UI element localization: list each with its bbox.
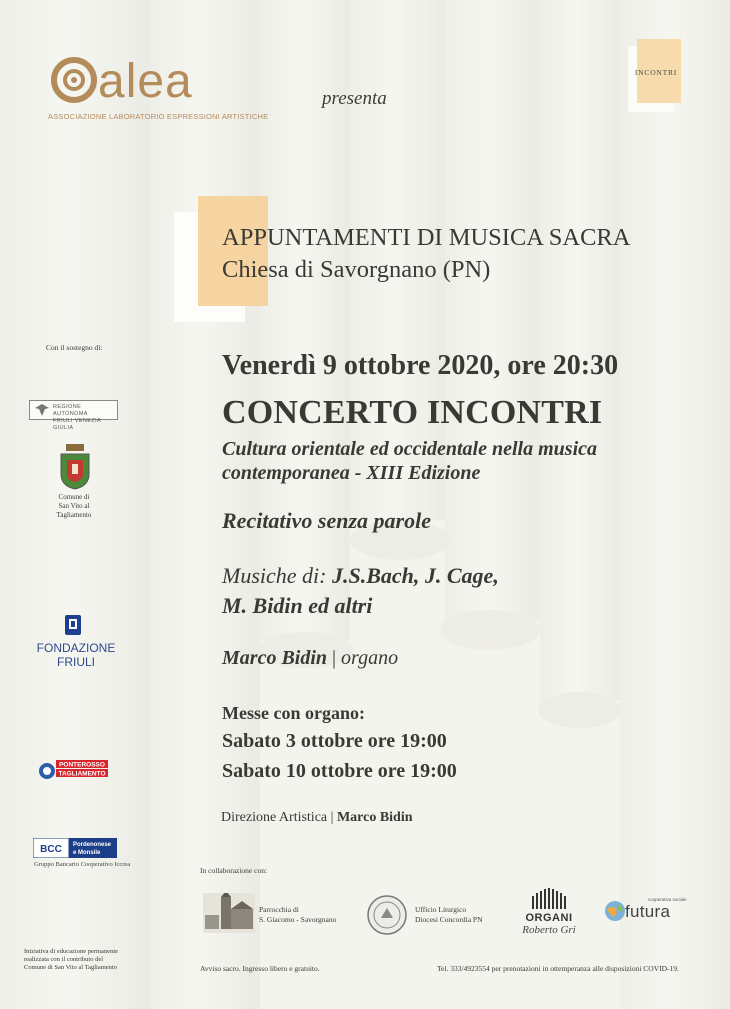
church-image [203, 893, 255, 933]
event-subtitle-line1: Cultura orientale ed occidentale nella musica [222, 438, 597, 460]
performer-role: organo [341, 647, 399, 669]
artistic-direction [221, 810, 413, 826]
initiative-line3: Comune di San Vito al Tagliamento [24, 963, 117, 971]
fondazione-logo [34, 641, 118, 670]
comune-label [41, 493, 107, 519]
region-line1: REGIONE AUTONOMA [53, 404, 88, 417]
event-subtitle-line2: contemporanea - XIII Edizione [222, 462, 481, 484]
mass-date-2: Sabato 10 ottobre ore 19:00 [222, 760, 457, 782]
artistic-direction-label: Direzione Artistica | [221, 810, 337, 825]
organi-logo-title: ORGANI [525, 912, 573, 924]
bcc-logo [33, 838, 117, 858]
futura-globe-icon [604, 900, 626, 922]
eagle-icon [33, 402, 51, 418]
parrocchia-label [259, 905, 336, 925]
ponterosso-logo [38, 759, 110, 781]
organ-pipes-icon [518, 888, 580, 910]
performer [222, 647, 398, 670]
ufficio-line1: Ufficio Liturgico [415, 905, 467, 914]
logo-subtitle: ASSOCIAZIONE LABORATORIO ESPRESSIONI ARTISTICHE [48, 112, 269, 121]
series-title: APPUNTAMENTI DI MUSICA SACRA [222, 224, 631, 251]
bcc-line2: e Monsile [73, 850, 101, 856]
performer-separator: | [327, 647, 342, 669]
event-date: Venerdì 9 ottobre 2020, ore 20:30 [222, 350, 619, 381]
region-logo [29, 400, 118, 431]
futura-logo-text: futura [625, 902, 671, 921]
masses-heading: Messe con organo: [222, 703, 365, 723]
program-title: Recitativo senza parole [222, 508, 431, 533]
fondazione-line1: FONDAZIONE [36, 641, 116, 655]
footer-notice: Avviso sacro. Ingresso libero e gratuito. [200, 964, 320, 973]
logo-wordmark: alea [98, 55, 193, 108]
comune-line2: San Vito al Tagliamento [56, 501, 92, 519]
bcc-line1: Pordenonese [73, 842, 112, 848]
venue-title: Chiesa di Savorgnano (PN) [222, 256, 491, 283]
organi-logo-subtitle: Roberto Gri [522, 924, 576, 936]
ponterosso-line1: PONTEROSSO [59, 761, 105, 769]
composers-line2: M. Bidin ed altri [222, 593, 373, 618]
fondazione-icon [65, 615, 81, 635]
bcc-short: BCC [40, 844, 62, 855]
support-label: Con il sostegno di: [46, 343, 103, 352]
ufficio-label [415, 905, 483, 925]
bcc-group-label: Gruppo Bancario Cooperativo Iccrea [34, 861, 131, 868]
alea-logo-icon [48, 56, 100, 108]
composers-prefix: Musiche di: [222, 563, 332, 588]
mass-date-1: Sabato 3 ottobre ore 19:00 [222, 730, 447, 752]
diocese-seal-icon [366, 894, 408, 936]
composers-names1: J.S.Bach, J. Cage, [331, 563, 499, 588]
comune-line1: Comune di [58, 493, 90, 501]
collaboration-label: In collaborazione con: [200, 866, 268, 875]
initiative-line2: realizzata con il contributo del [24, 955, 104, 963]
parrocchia-line1: Parrocchia di [259, 905, 299, 914]
coat-of-arms-icon [58, 444, 92, 490]
composers-line1 [222, 563, 499, 589]
ufficio-line2: Diocesi Concordia PN [415, 914, 483, 924]
incontri-badge: INCONTRI [634, 68, 678, 77]
performer-name: Marco Bidin [222, 647, 328, 669]
region-line2: FRIULI VENEZIA GIULIA [53, 417, 101, 431]
artistic-director-name: Marco Bidin [336, 810, 413, 825]
parrocchia-line2: S. Giacomo - Savorgnano [259, 914, 337, 924]
presenta-text: presenta [322, 88, 387, 109]
footer-contact: Tel. 333/4923554 per prenotazioni in ottemperanza alle disposizioni COVID-19. [437, 964, 679, 973]
initiative-line1: Iniziativa di educazione permanente [24, 948, 119, 955]
initiative-note [24, 948, 118, 972]
fondazione-line2: FRIULI [56, 655, 95, 670]
event-name: CONCERTO INCONTRI [222, 394, 603, 431]
futura-small-label: cooperativa sociale [648, 897, 687, 902]
ponterosso-line2: TAGLIAMENTO [58, 770, 106, 778]
